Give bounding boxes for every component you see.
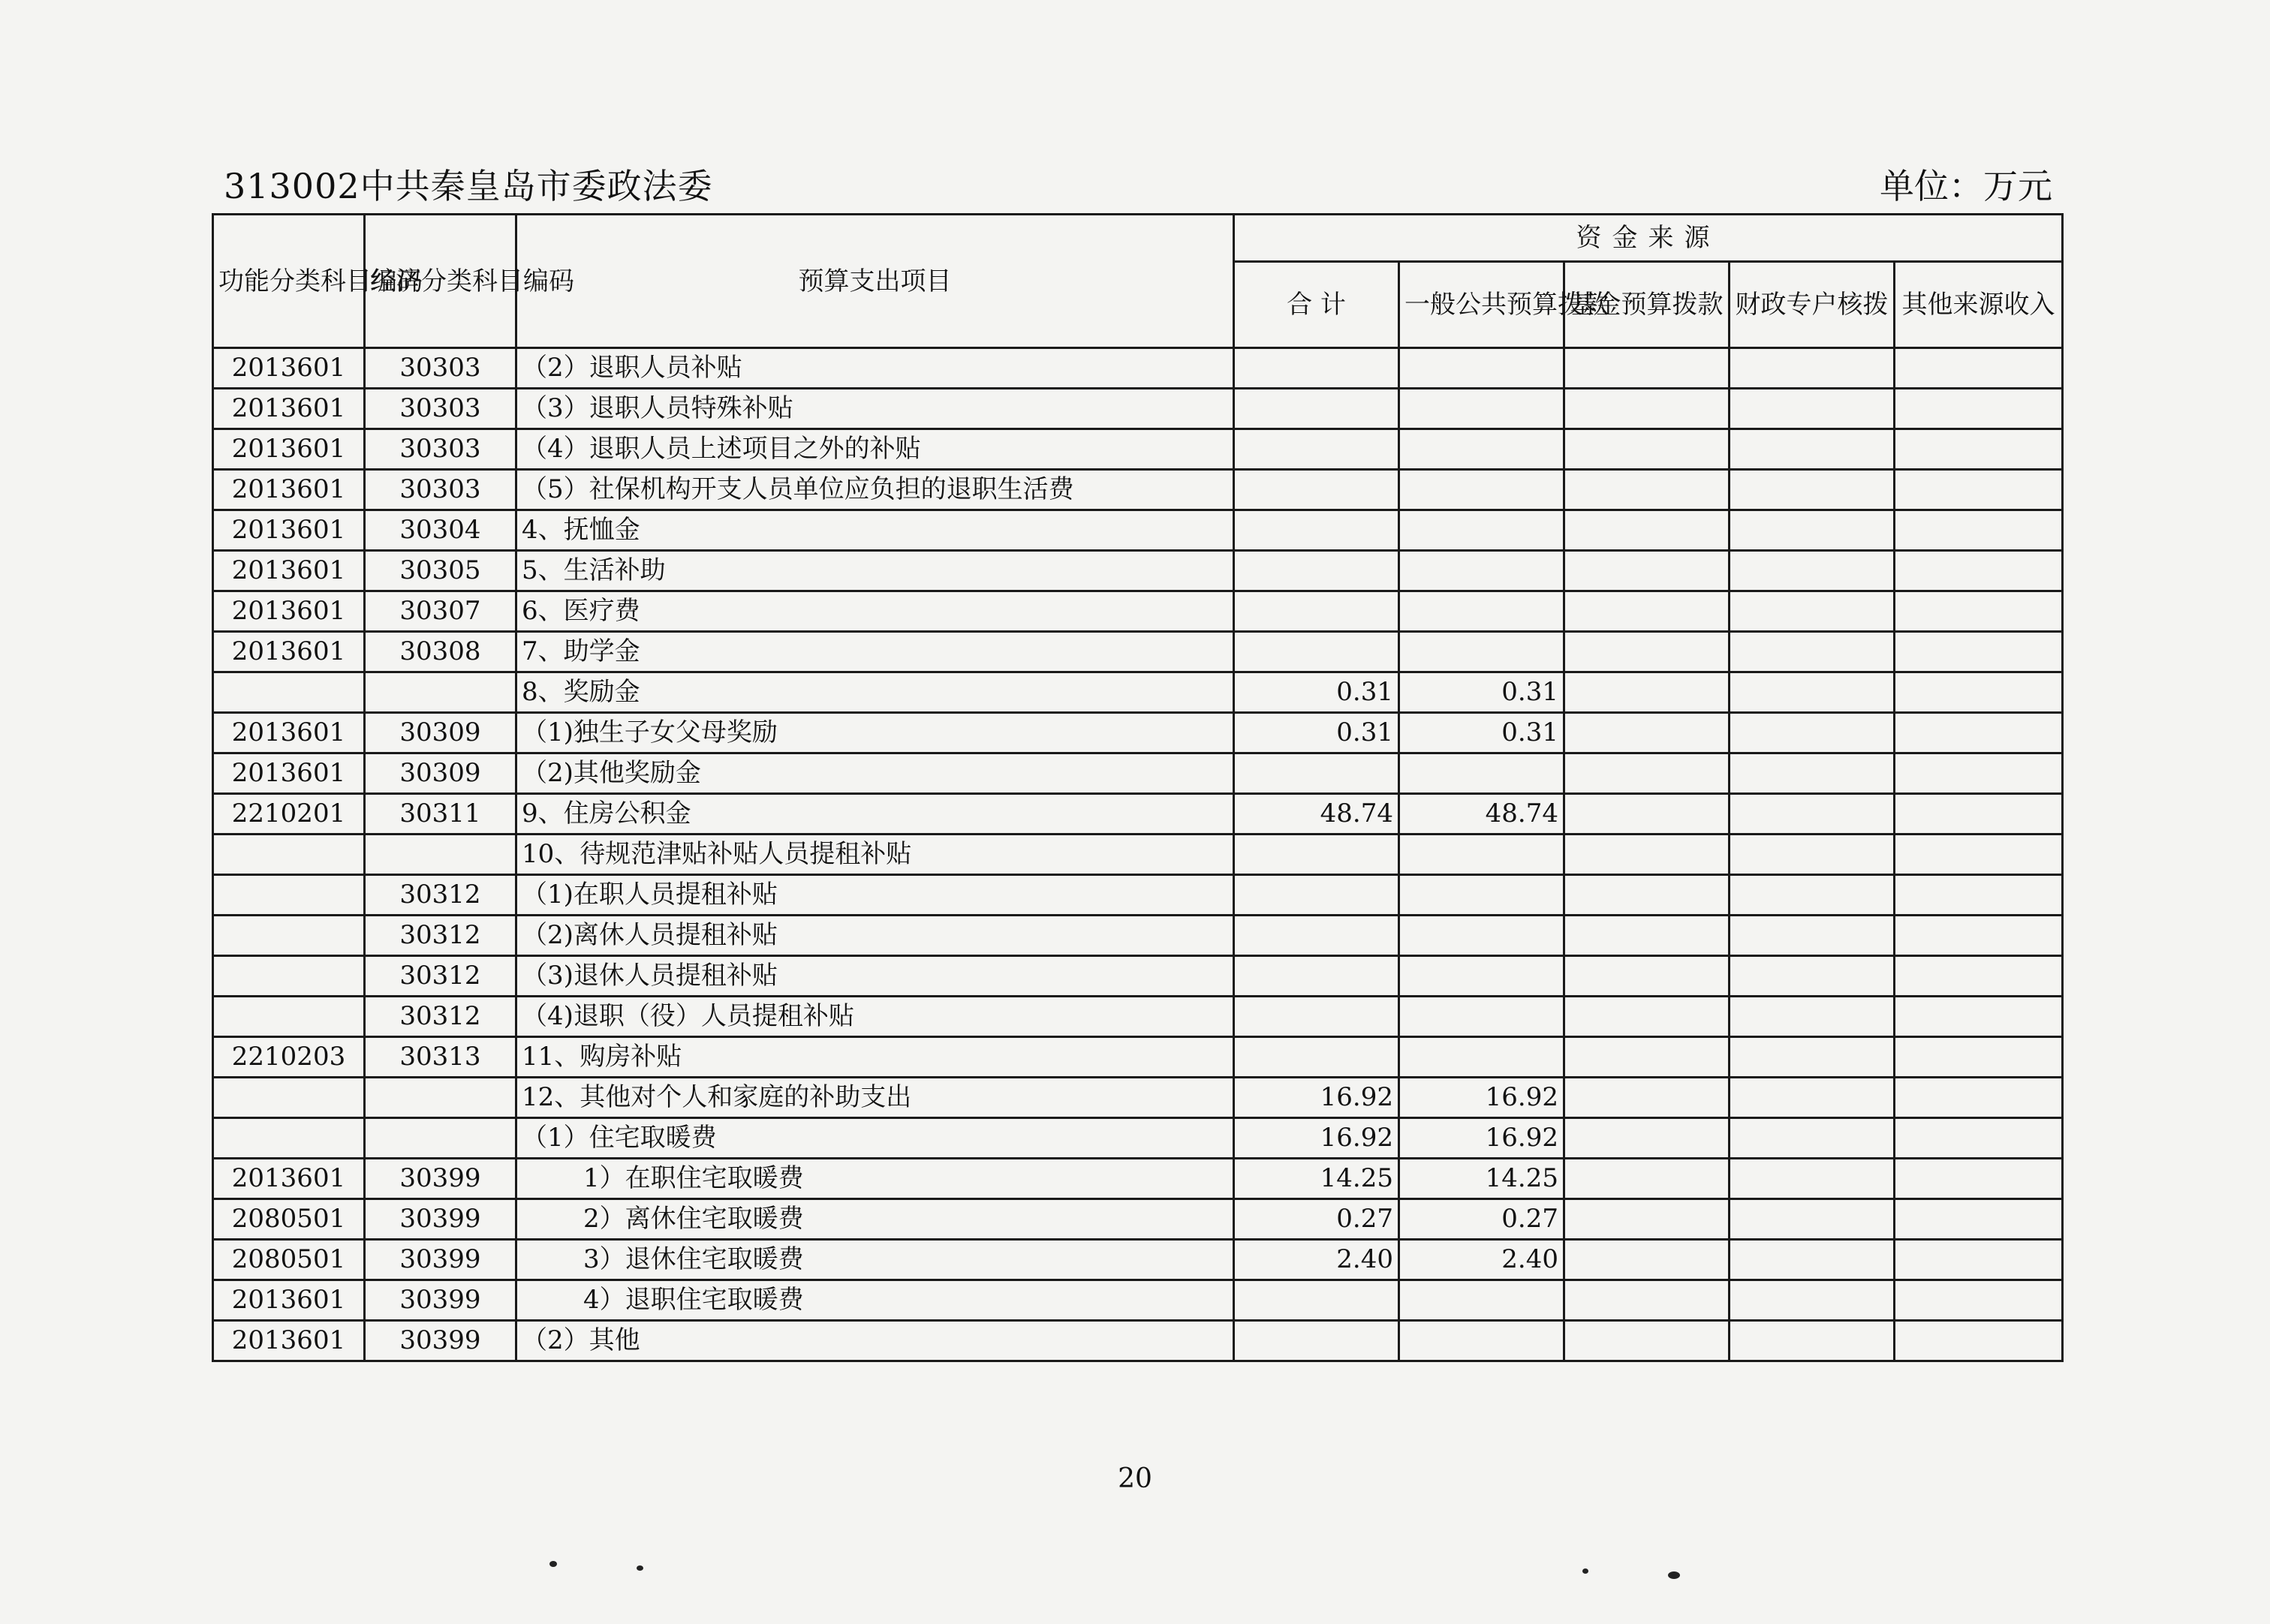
cell-general-budget — [1399, 916, 1564, 956]
cell-fiscal-special — [1730, 470, 1895, 510]
cell-general-budget: 0.31 — [1399, 713, 1564, 753]
cell-general-budget — [1399, 389, 1564, 429]
cell-econ-code: 30399 — [365, 1199, 516, 1240]
table-row — [213, 510, 2063, 551]
cell-general-budget — [1399, 551, 1564, 591]
cell-total — [1234, 510, 1399, 551]
cell-econ-code: 30399 — [365, 1240, 516, 1280]
cell-other-income — [1895, 1118, 2063, 1159]
cell-fiscal-special — [1730, 1199, 1895, 1240]
cell-func-code: 2013601 — [213, 389, 365, 429]
cell-fund-budget — [1564, 1321, 1730, 1361]
cell-general-budget — [1399, 997, 1564, 1037]
cell-fund-budget — [1564, 1240, 1730, 1280]
cell-func-code — [213, 1078, 365, 1118]
cell-func-code — [213, 835, 365, 875]
cell-total: 0.31 — [1234, 672, 1399, 713]
cell-func-code: 2013601 — [213, 632, 365, 672]
cell-other-income — [1895, 429, 2063, 470]
cell-item: （1)在职人员提租补贴 — [516, 875, 1234, 916]
cell-econ-code: 30309 — [365, 753, 516, 794]
page-number: 20 — [1118, 1463, 1152, 1494]
cell-total — [1234, 348, 1399, 389]
cell-fund-budget — [1564, 672, 1730, 713]
cell-item: （1）住宅取暖费 — [516, 1118, 1234, 1159]
cell-general-budget — [1399, 1280, 1564, 1321]
cell-other-income — [1895, 1199, 2063, 1240]
table-row — [213, 875, 2063, 916]
cell-econ-code: 30399 — [365, 1321, 516, 1361]
cell-item: 11、购房补贴 — [516, 1037, 1234, 1078]
table-row — [213, 794, 2063, 835]
cell-econ-code: 30303 — [365, 389, 516, 429]
cell-total — [1234, 1037, 1399, 1078]
table-row — [213, 551, 2063, 591]
cell-item: （2）其他 — [516, 1321, 1234, 1361]
scan-speck — [1582, 1568, 1588, 1574]
cell-other-income — [1895, 753, 2063, 794]
cell-other-income — [1895, 1240, 2063, 1280]
table-row — [213, 1240, 2063, 1280]
cell-func-code: 2013601 — [213, 551, 365, 591]
cell-general-budget: 16.92 — [1399, 1118, 1564, 1159]
cell-item: 4）退职住宅取暖费 — [516, 1280, 1234, 1321]
cell-econ-code: 30312 — [365, 956, 516, 997]
cell-fiscal-special — [1730, 429, 1895, 470]
cell-fund-budget — [1564, 348, 1730, 389]
table-row — [213, 632, 2063, 672]
cell-total: 2.40 — [1234, 1240, 1399, 1280]
cell-econ-code: 30311 — [365, 794, 516, 835]
table-row — [213, 672, 2063, 713]
cell-func-code — [213, 875, 365, 916]
cell-total — [1234, 875, 1399, 916]
cell-item: 4、抚恤金 — [516, 510, 1234, 551]
scan-speck — [549, 1561, 557, 1567]
table-row — [213, 753, 2063, 794]
cell-func-code: 2013601 — [213, 753, 365, 794]
cell-general-budget — [1399, 591, 1564, 632]
cell-func-code — [213, 1118, 365, 1159]
header-item: 预算支出项目 — [516, 215, 1234, 348]
cell-item: （2)其他奖励金 — [516, 753, 1234, 794]
cell-fund-budget — [1564, 713, 1730, 753]
cell-fiscal-special — [1730, 510, 1895, 551]
cell-other-income — [1895, 1321, 2063, 1361]
cell-general-budget — [1399, 835, 1564, 875]
cell-other-income — [1895, 389, 2063, 429]
cell-fiscal-special — [1730, 713, 1895, 753]
cell-item: 7、助学金 — [516, 632, 1234, 672]
cell-item: 10、待规范津贴补贴人员提租补贴 — [516, 835, 1234, 875]
cell-func-code: 2013601 — [213, 348, 365, 389]
cell-item: 2）离休住宅取暖费 — [516, 1199, 1234, 1240]
cell-fiscal-special — [1730, 835, 1895, 875]
cell-fund-budget — [1564, 1159, 1730, 1199]
cell-total — [1234, 916, 1399, 956]
cell-general-budget: 14.25 — [1399, 1159, 1564, 1199]
cell-fiscal-special — [1730, 1159, 1895, 1199]
cell-general-budget — [1399, 632, 1564, 672]
cell-total — [1234, 835, 1399, 875]
cell-func-code: 2013601 — [213, 1280, 365, 1321]
cell-fund-budget — [1564, 997, 1730, 1037]
cell-func-code: 2013601 — [213, 429, 365, 470]
table-row — [213, 1159, 2063, 1199]
cell-item: （4）退职人员上述项目之外的补贴 — [516, 429, 1234, 470]
unit-code-name: 313002中共秦皇岛市委政法委 — [224, 166, 713, 206]
table-row — [213, 1078, 2063, 1118]
cell-econ-code — [365, 835, 516, 875]
unit-label: 单位：万元 — [1880, 166, 2052, 206]
scan-speck — [1668, 1571, 1680, 1579]
table-row — [213, 713, 2063, 753]
cell-econ-code: 30303 — [365, 470, 516, 510]
cell-fund-budget — [1564, 753, 1730, 794]
cell-general-budget — [1399, 875, 1564, 916]
cell-general-budget — [1399, 753, 1564, 794]
cell-general-budget — [1399, 510, 1564, 551]
cell-func-code: 2013601 — [213, 470, 365, 510]
cell-fund-budget — [1564, 429, 1730, 470]
cell-general-budget — [1399, 1321, 1564, 1361]
cell-fiscal-special — [1730, 632, 1895, 672]
cell-total: 16.92 — [1234, 1078, 1399, 1118]
cell-econ-code: 30312 — [365, 916, 516, 956]
cell-econ-code: 30312 — [365, 875, 516, 916]
cell-total — [1234, 551, 1399, 591]
cell-fund-budget — [1564, 875, 1730, 916]
cell-fiscal-special — [1730, 1321, 1895, 1361]
header-other-income: 其他来源收入 — [1895, 262, 2063, 348]
cell-item: 5、生活补助 — [516, 551, 1234, 591]
cell-econ-code: 30399 — [365, 1280, 516, 1321]
cell-econ-code: 30313 — [365, 1037, 516, 1078]
cell-econ-code: 30399 — [365, 1159, 516, 1199]
cell-fiscal-special — [1730, 1240, 1895, 1280]
cell-fiscal-special — [1730, 1280, 1895, 1321]
cell-general-budget — [1399, 956, 1564, 997]
budget-table — [212, 213, 2064, 1362]
scan-speck — [637, 1565, 643, 1571]
table-row — [213, 470, 2063, 510]
cell-fund-budget — [1564, 1037, 1730, 1078]
cell-other-income — [1895, 510, 2063, 551]
cell-total — [1234, 389, 1399, 429]
cell-item: 1）在职住宅取暖费 — [516, 1159, 1234, 1199]
cell-total: 0.27 — [1234, 1199, 1399, 1240]
cell-total — [1234, 470, 1399, 510]
cell-fund-budget — [1564, 1118, 1730, 1159]
cell-total — [1234, 429, 1399, 470]
cell-fiscal-special — [1730, 753, 1895, 794]
cell-econ-code — [365, 1118, 516, 1159]
table-row — [213, 956, 2063, 997]
table-row — [213, 1199, 2063, 1240]
cell-econ-code: 30308 — [365, 632, 516, 672]
cell-fund-budget — [1564, 794, 1730, 835]
cell-econ-code: 30303 — [365, 348, 516, 389]
cell-other-income — [1895, 632, 2063, 672]
cell-econ-code: 30305 — [365, 551, 516, 591]
cell-fund-budget — [1564, 551, 1730, 591]
cell-func-code: 2013601 — [213, 713, 365, 753]
cell-other-income — [1895, 835, 2063, 875]
cell-total — [1234, 591, 1399, 632]
cell-item: （2)离休人员提租补贴 — [516, 916, 1234, 956]
cell-total — [1234, 1280, 1399, 1321]
cell-item: （2）退职人员补贴 — [516, 348, 1234, 389]
cell-fiscal-special — [1730, 551, 1895, 591]
cell-econ-code: 30309 — [365, 713, 516, 753]
table-row — [213, 591, 2063, 632]
cell-total: 48.74 — [1234, 794, 1399, 835]
cell-item: （3)退休人员提租补贴 — [516, 956, 1234, 997]
cell-fiscal-special — [1730, 672, 1895, 713]
cell-fund-budget — [1564, 632, 1730, 672]
cell-item: （3）退职人员特殊补贴 — [516, 389, 1234, 429]
cell-total: 14.25 — [1234, 1159, 1399, 1199]
cell-fiscal-special — [1730, 1118, 1895, 1159]
cell-econ-code — [365, 672, 516, 713]
cell-total — [1234, 997, 1399, 1037]
cell-econ-code: 30304 — [365, 510, 516, 551]
cell-func-code: 2210201 — [213, 794, 365, 835]
cell-func-code — [213, 672, 365, 713]
cell-fiscal-special — [1730, 794, 1895, 835]
cell-fund-budget — [1564, 470, 1730, 510]
cell-other-income — [1895, 1280, 2063, 1321]
cell-other-income — [1895, 916, 2063, 956]
table-row — [213, 1118, 2063, 1159]
cell-fiscal-special — [1730, 997, 1895, 1037]
cell-item: 6、医疗费 — [516, 591, 1234, 632]
cell-general-budget — [1399, 1037, 1564, 1078]
cell-fund-budget — [1564, 1280, 1730, 1321]
cell-other-income — [1895, 713, 2063, 753]
cell-func-code: 2013601 — [213, 1159, 365, 1199]
cell-general-budget — [1399, 429, 1564, 470]
cell-econ-code: 30303 — [365, 429, 516, 470]
header-fund-budget: 基金预算拨款 — [1564, 262, 1730, 348]
table-row — [213, 1321, 2063, 1361]
cell-other-income — [1895, 956, 2063, 997]
cell-other-income — [1895, 672, 2063, 713]
cell-item: 9、住房公积金 — [516, 794, 1234, 835]
cell-other-income — [1895, 348, 2063, 389]
header-func-code: 功能分类科目编码 — [213, 215, 365, 348]
cell-other-income — [1895, 1078, 2063, 1118]
cell-econ-code: 30312 — [365, 997, 516, 1037]
cell-general-budget: 16.92 — [1399, 1078, 1564, 1118]
cell-fund-budget — [1564, 591, 1730, 632]
cell-total: 0.31 — [1234, 713, 1399, 753]
cell-general-budget — [1399, 470, 1564, 510]
header-total: 合 计 — [1234, 262, 1399, 348]
cell-general-budget: 0.27 — [1399, 1199, 1564, 1240]
cell-fiscal-special — [1730, 916, 1895, 956]
header-econ-code: 经济分类科目编码 — [365, 215, 516, 348]
cell-item: 3）退休住宅取暖费 — [516, 1240, 1234, 1280]
cell-other-income — [1895, 1159, 2063, 1199]
cell-total — [1234, 1321, 1399, 1361]
header-general-budget: 一般公共预算拨款 — [1399, 262, 1564, 348]
cell-fund-budget — [1564, 1199, 1730, 1240]
cell-fiscal-special — [1730, 956, 1895, 997]
cell-fiscal-special — [1730, 591, 1895, 632]
header-fiscal-special: 财政专户核拨 — [1730, 262, 1895, 348]
table-row — [213, 429, 2063, 470]
cell-general-budget — [1399, 348, 1564, 389]
cell-func-code: 2080501 — [213, 1240, 365, 1280]
table-row — [213, 997, 2063, 1037]
cell-item: 8、奖励金 — [516, 672, 1234, 713]
cell-fund-budget — [1564, 835, 1730, 875]
cell-func-code — [213, 916, 365, 956]
cell-fund-budget — [1564, 1078, 1730, 1118]
cell-general-budget: 0.31 — [1399, 672, 1564, 713]
cell-func-code: 2080501 — [213, 1199, 365, 1240]
cell-other-income — [1895, 591, 2063, 632]
table-row — [213, 348, 2063, 389]
cell-econ-code: 30307 — [365, 591, 516, 632]
cell-general-budget: 2.40 — [1399, 1240, 1564, 1280]
cell-other-income — [1895, 551, 2063, 591]
table-row — [213, 916, 2063, 956]
cell-fiscal-special — [1730, 875, 1895, 916]
cell-fiscal-special — [1730, 348, 1895, 389]
cell-general-budget: 48.74 — [1399, 794, 1564, 835]
cell-total — [1234, 753, 1399, 794]
cell-func-code: 2013601 — [213, 510, 365, 551]
cell-fund-budget — [1564, 389, 1730, 429]
cell-other-income — [1895, 875, 2063, 916]
cell-other-income — [1895, 1037, 2063, 1078]
table-row — [213, 1280, 2063, 1321]
cell-func-code — [213, 956, 365, 997]
cell-total: 16.92 — [1234, 1118, 1399, 1159]
cell-fund-budget — [1564, 956, 1730, 997]
cell-func-code: 2210203 — [213, 1037, 365, 1078]
cell-func-code: 2013601 — [213, 1321, 365, 1361]
cell-other-income — [1895, 997, 2063, 1037]
cell-fiscal-special — [1730, 389, 1895, 429]
cell-item: （4)退职（役）人员提租补贴 — [516, 997, 1234, 1037]
cell-fund-budget — [1564, 916, 1730, 956]
cell-other-income — [1895, 794, 2063, 835]
table-row — [213, 389, 2063, 429]
table-row — [213, 1037, 2063, 1078]
cell-item: （5）社保机构开支人员单位应负担的退职生活费 — [516, 470, 1234, 510]
cell-item: 12、其他对个人和家庭的补助支出 — [516, 1078, 1234, 1118]
cell-other-income — [1895, 470, 2063, 510]
cell-func-code — [213, 997, 365, 1037]
cell-fund-budget — [1564, 510, 1730, 551]
cell-total — [1234, 632, 1399, 672]
header-source-group: 资金来源 — [1234, 215, 2063, 262]
cell-fiscal-special — [1730, 1037, 1895, 1078]
cell-total — [1234, 956, 1399, 997]
cell-econ-code — [365, 1078, 516, 1118]
table-row — [213, 835, 2063, 875]
cell-func-code: 2013601 — [213, 591, 365, 632]
cell-item: （1)独生子女父母奖励 — [516, 713, 1234, 753]
cell-fiscal-special — [1730, 1078, 1895, 1118]
